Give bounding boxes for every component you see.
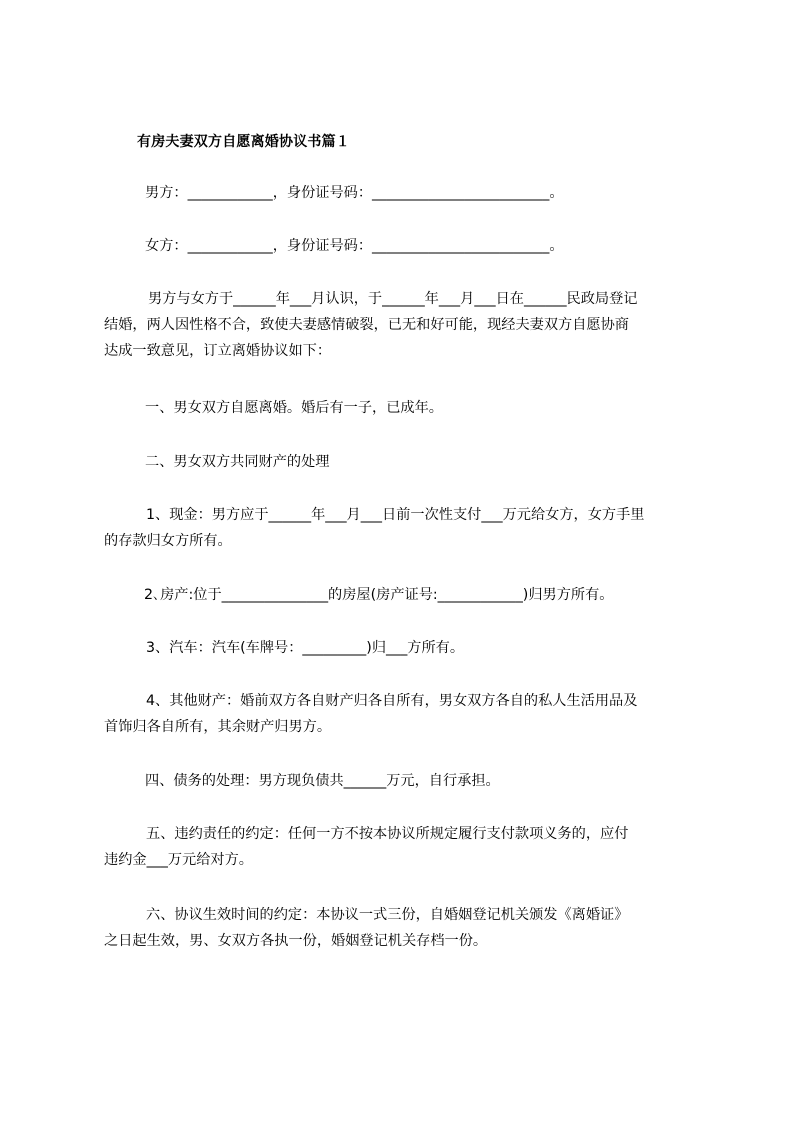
- clause-2-2-house: [144, 582, 744, 608]
- clause-2-heading: [145, 449, 745, 475]
- document-title: 有房夫妻双方自愿离婚协议书篇１: [137, 134, 350, 150]
- text-line: 3、汽车：汽车(车牌号：_________)归___方所有。: [146, 640, 465, 656]
- clause-1: [145, 395, 745, 421]
- text-line: 4、其他财产：婚前双方各自财产归各自所有，男女双方各自的私人生活用品及: [146, 693, 638, 709]
- text-line: 首饰归各自所有，其余财产归男方。: [104, 719, 332, 735]
- clause-2-3-car: [146, 635, 746, 661]
- clause-4-debt: [145, 768, 745, 794]
- text-line: 二、男女双方共同财产的处理: [145, 454, 330, 470]
- clause-2-4-other: [104, 688, 704, 740]
- text-line: 2､房产:位于_______________的房屋(房产证号:____________)归男方所有。: [144, 587, 614, 603]
- text-line: 女方：____________，身份证号码：_________________________。: [145, 238, 564, 254]
- text-line: 五、违约责任的约定：任何一方不按本协议所规定履行支付款项义务的，应付: [146, 826, 629, 842]
- text-line: 之日起生效，男、女双方各执一份，婚姻登记机关存档一份。: [104, 933, 488, 949]
- intro-paragraph: [104, 286, 704, 364]
- text-line: 四、债务的处理：男方现负债共______万元，自行承担。: [145, 773, 500, 789]
- text-line: 男方：____________，身份证号码：_________________________。: [145, 185, 564, 201]
- text-line: 1、现金：男方应于______年___月___日前一次性支付___万元给女方，女方手里: [146, 507, 645, 523]
- text-line: 一、男女双方自愿离婚。婚后有一子，已成年。: [145, 400, 443, 416]
- text-line: 违约金___万元给对方。: [104, 852, 253, 868]
- clause-5-breach: [104, 821, 704, 873]
- text-line: 六、协议生效时间的约定：本协议一式三份，自婚姻登记机关颁发《离婚证》: [146, 907, 629, 923]
- text-line: 结婚，两人因性格不合，致使夫妻感情破裂，已无和好可能，现经夫妻双方自愿协商: [104, 317, 629, 333]
- clause-6-effective: [104, 902, 704, 954]
- clause-2-1-cash: [104, 502, 704, 554]
- wife-info: [145, 233, 745, 259]
- husband-info: [145, 180, 745, 206]
- text-line: 达成一致意见，订立离婚协议如下：: [104, 343, 332, 359]
- text-line: 男方与女方于______年___月认识，于______年___月___日在______民政局登记: [148, 291, 638, 307]
- text-line: 的存款归女方所有。: [104, 533, 232, 549]
